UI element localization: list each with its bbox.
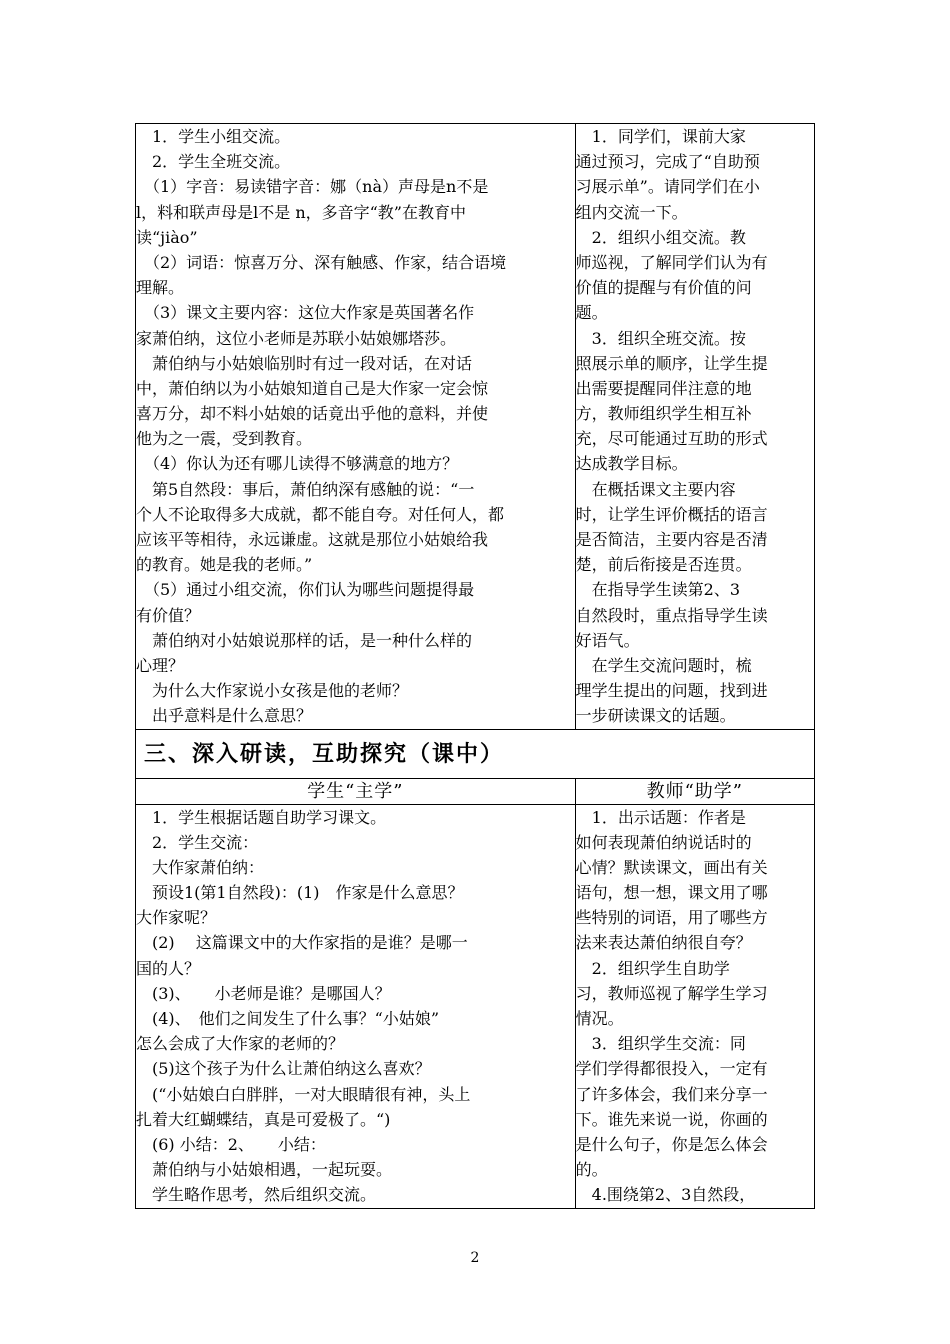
text-line: 达成教学目标。 (575, 454, 688, 474)
text-line: 组内交流一下。 (575, 202, 688, 222)
lesson-table (135, 123, 815, 1209)
text-line: 预设1(第1自然段)：(1) 作家是什么意思？ (136, 883, 464, 903)
text-line: 理解。 (136, 278, 185, 298)
text-line: (4)、 他们之间发生了什么事？“小姑娘” (136, 1009, 440, 1028)
text-line: 心情？默读课文，画出有关 (575, 857, 768, 877)
row1-student-lines (136, 124, 575, 729)
text-line: 一步研读课文的话题。 (575, 706, 736, 726)
text-line: (3)、 小老师是谁？是哪国人？ (136, 983, 391, 1003)
row2-student-lines (136, 805, 575, 1208)
text-line: 出乎意料是什么意思？ (136, 706, 313, 726)
page-number: 2 (470, 1250, 480, 1266)
text-line: 读“jiào” (136, 227, 198, 247)
text-line: 方，教师组织学生相互补 (575, 404, 752, 424)
row-study (136, 804, 815, 1208)
text-line: 中，萧伯纳以为小姑娘知道自己是大作家一定会惊 (136, 378, 489, 398)
section3-title-cell (136, 729, 815, 778)
text-line: 理学生提出的问题，找到进 (575, 681, 768, 701)
row2-student-cell (136, 804, 576, 1208)
row-exchange (136, 124, 815, 730)
text-line: 2．组织小组交流。教 (575, 227, 746, 247)
text-line: 心理？ (136, 655, 185, 675)
text-line: 出需要提醒同伴注意的地 (575, 378, 752, 398)
text-line: 了许多体会，我们来分享一 (575, 1084, 768, 1104)
text-line: 萧伯纳与小姑娘临别时有过一段对话，在对话 (136, 353, 473, 373)
text-line: 的。 (575, 1160, 608, 1180)
text-line: 2．组织学生自助学 (575, 958, 730, 978)
text-line: 学们学得都很投入，一定有 (575, 1059, 768, 1079)
text-line: 时，让学生评价概括的语言 (575, 504, 768, 524)
text-line: 1．学生小组交流。 (136, 127, 291, 146)
text-line: 萧伯纳对小姑娘说那样的话，是一种什么样的 (136, 630, 473, 650)
text-line: 1．同学们，课前大家 (575, 127, 746, 146)
text-line: 习展示单”。请同学们在小 (575, 177, 760, 197)
text-line: 楚，前后衔接是否连贯。 (575, 555, 752, 575)
student-header-cell (136, 778, 576, 804)
text-line: (6) 小结：2、 小结： (136, 1134, 326, 1154)
text-line: l，料和联声母是l不是 n，多音字“教”在教育中 (136, 202, 466, 222)
text-line: 价值的提醒与有价值的问 (575, 278, 752, 298)
text-line: 4.围绕第2、3自然段， (575, 1185, 756, 1205)
text-line: 学生略作思考，然后组织交流。 (136, 1185, 377, 1205)
text-line: 第5自然段：事后，萧伯纳深有感触的说：“一 (136, 479, 475, 499)
row2-teacher-cell (575, 804, 814, 1208)
text-line: 个人不论取得多大成就，都不能自夸。对任何人，都 (136, 504, 505, 524)
text-line: 好语气。 (575, 630, 640, 650)
teacher-column-header: 教师“助学” (646, 780, 744, 802)
text-line: 大作家呢？ (136, 908, 217, 928)
text-line: 有价值？ (136, 605, 201, 625)
text-line: 题。 (575, 303, 608, 323)
text-line: 下。谁先来说一说，你画的 (575, 1109, 768, 1129)
text-line: 1．出示话题：作者是 (575, 807, 746, 827)
text-line: 1．学生根据话题自助学习课文。 (136, 807, 387, 827)
text-line: 为什么大作家说小女孩是他的老师？ (136, 681, 409, 701)
text-line: 习，教师巡视了解学生学习 (575, 983, 768, 1003)
row1-student-cell (136, 124, 576, 730)
text-line: 在学生交流问题时，梳 (575, 655, 752, 675)
text-line: 充，尽可能通过互助的形式 (575, 429, 768, 449)
text-line: 他为之一震，受到教育。 (136, 429, 313, 449)
teacher-header-cell (575, 778, 814, 804)
text-line: 自然段时，重点指导学生读 (575, 605, 768, 625)
student-column-header: 学生“主学” (307, 780, 404, 802)
text-line: 在指导学生读第2、3 (575, 580, 741, 600)
row-section3-title (136, 729, 815, 778)
text-line: 3．组织全班交流。按 (575, 328, 746, 348)
text-line: 的教育。她是我的老师。” (136, 555, 313, 575)
text-line: 2．学生全班交流。 (136, 152, 291, 172)
row1-teacher-cell (575, 124, 814, 730)
section-title: 三、深入研读，互助探究（课中） (144, 741, 505, 767)
text-line: 照展示单的顺序，让学生提 (575, 353, 768, 373)
text-line: 萧伯纳与小姑娘相遇，一起玩耍。 (136, 1160, 393, 1180)
row2-teacher-lines (576, 805, 814, 1208)
text-line: 扎着大红蝴蝶结，真是可爱极了。“) (136, 1109, 391, 1129)
text-line: （3）课文主要内容：这位大作家是英国著名作 (136, 303, 475, 323)
text-line: 法来表达萧伯纳很自夸？ (575, 933, 752, 953)
text-line: 是否简洁，主要内容是否清 (575, 530, 768, 549)
text-line: (“小姑娘白白胖胖，一对大眼睛很有神，头上 (136, 1084, 471, 1104)
text-line: 是什么句子，你是怎么体会 (575, 1134, 768, 1154)
text-line: 语句，想一想，课文用了哪 (575, 883, 768, 903)
text-line: 喜万分，却不料小姑娘的话竟出乎他的意料，并使 (136, 404, 489, 424)
text-line: （1）字音：易读错字音：娜（nà）声母是n不是 (136, 177, 489, 197)
text-line: 些特别的词语，用了哪些方 (575, 908, 768, 928)
text-line: (5)这个孩子为什么让萧伯纳这么喜欢？ (136, 1059, 431, 1079)
text-line: 如何表现萧伯纳说话时的 (575, 832, 752, 852)
text-line: 情况。 (575, 1009, 624, 1028)
text-line: (2) 这篇课文中的大作家指的是谁？是哪一 (136, 933, 468, 953)
text-line: （2）词语：惊喜万分、深有触感、作家，结合语境 (136, 252, 507, 272)
text-line: 大作家萧伯纳： (136, 857, 265, 877)
text-line: 师巡视，了解同学们认为有 (575, 252, 768, 272)
text-line: 3．组织学生交流：同 (575, 1034, 746, 1054)
text-line: 通过预习，完成了“自助预 (575, 152, 760, 172)
text-line: （4）你认为还有哪儿读得不够满意的地方？ (136, 454, 459, 474)
text-line: 在概括课文主要内容 (575, 479, 736, 499)
row1-teacher-lines (576, 124, 814, 729)
text-line: （5）通过小组交流，你们认为哪些问题提得最 (136, 580, 475, 600)
text-line: 应该平等相待，永远谦虚。这就是那位小姑娘给我 (136, 530, 489, 549)
text-line: 2．学生交流： (136, 832, 259, 852)
row-section3-headers (136, 778, 815, 804)
text-line: 家萧伯纳，这位小老师是苏联小姑娘娜塔莎。 (136, 328, 457, 348)
text-line: 怎么会成了大作家的老师的？ (136, 1034, 345, 1054)
text-line: 国的人？ (136, 958, 201, 978)
